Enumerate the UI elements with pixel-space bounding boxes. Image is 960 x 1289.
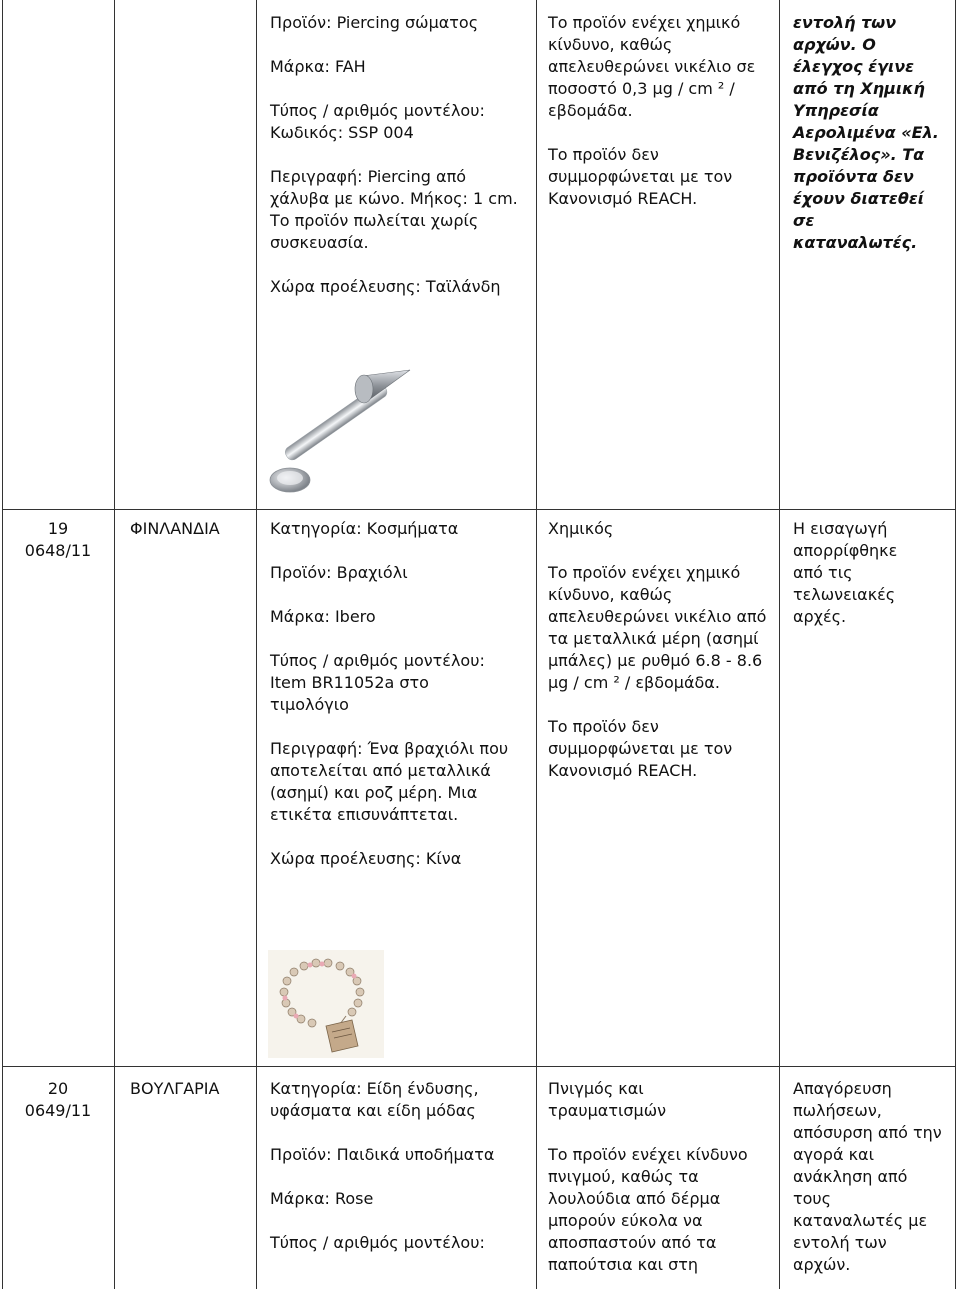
row20-number-cell: [2, 1078, 114, 1122]
row19-model-value: Item BR11052a στο τιμολόγιο: [270, 673, 429, 714]
row20-brand: Μάρκα: Rose: [270, 1189, 374, 1208]
row20-category: Κατηγορία: Είδη ένδυσης, υφάσματα και είδη μόδας: [270, 1079, 479, 1120]
row18-brand: Μάρκα: FAH: [270, 57, 366, 76]
row18-reach-text: Το προϊόν δεν συμμορφώνεται με τον Κανονισμό REACH.: [548, 145, 733, 208]
row20-risk-cell: [548, 1078, 773, 1276]
row20-risk-type: Πνιγμός και τραυματισμών: [548, 1079, 667, 1120]
row18-product-cell: [270, 12, 528, 320]
row19-country: ΦΙΝΛΑΝΔΙΑ: [130, 519, 220, 538]
row19-risk-cell: [548, 518, 773, 804]
row19-number-cell: [2, 518, 114, 562]
row18-measures-cell: [793, 12, 943, 254]
column-divider: [536, 0, 537, 1289]
row18-product-line: Προϊόν: Piercing σώματος: [270, 13, 479, 32]
row18-model-value: Κωδικός: SSP 004: [270, 123, 414, 142]
row18-description: Περιγραφή: Piercing από χάλυβα με κώνο. Μήκος: 1 cm. Το προϊόν πωλείται χωρίς συσκευασία.: [270, 167, 518, 252]
row20-measures-cell: [793, 1078, 943, 1276]
bracelet-image: [268, 950, 384, 1058]
row18-risk-text: Το προϊόν ενέχει χημικό κίνδυνο, καθώς απελευθερώνει νικέλιο σε ποσοστό 0,3 μg / cm ² / εβδομάδα.: [548, 13, 756, 120]
row19-brand: Μάρκα: Ibero: [270, 607, 376, 626]
row19-measures-text: Η εισαγωγή απορρίφθηκε από τις τελωνειακές αρχές.: [793, 519, 898, 626]
row19-category: Κατηγορία: Κοσμήματα: [270, 519, 459, 538]
row20-product-line: Προϊόν: Παιδικά υποδήματα: [270, 1145, 495, 1164]
row19-reach-text: Το προϊόν δεν συμμορφώνεται με τον Κανονισμό REACH.: [548, 717, 733, 780]
row19-product-cell: [270, 518, 528, 892]
column-divider: [114, 0, 115, 1289]
column-divider: [256, 0, 257, 1289]
row19-product-line: Προϊόν: Βραχιόλι: [270, 563, 408, 582]
row20-country-cell: [130, 1078, 255, 1100]
row20-country: ΒΟΥΛΓΑΡΙΑ: [130, 1079, 220, 1098]
row20-risk-text: Το προϊόν ενέχει κίνδυνο πνιγμού, καθώς τα λουλούδια από δέρμα μπορούν εύκολα να αποσπαστούν από τα παπούτσια και στη: [548, 1145, 748, 1274]
row20-number: 20: [47, 1079, 69, 1098]
row19-risk-text: Το προϊόν ενέχει χημικό κίνδυνο, καθώς απελευθερώνει νικέλιο από τα μεταλλικά μέρη (ασημί μπάλες) με ρυθμό 6.8 - 8.6 μg / cm ² / εβδομάδα.: [548, 563, 767, 692]
body-piercing-image: [262, 340, 422, 510]
row19-model-label: Τύπος / αριθμός μοντέλου:: [270, 651, 485, 670]
row18-model-label: Τύπος / αριθμός μοντέλου:: [270, 101, 485, 120]
column-divider: [779, 0, 780, 1289]
row19-risk-type: Χημικός: [548, 519, 614, 538]
row19-measures-cell: [793, 518, 928, 628]
row20-product-cell: [270, 1078, 528, 1254]
row18-origin: Χώρα προέλευσης: Ταϊλάνδη: [270, 277, 501, 296]
row19-origin: Χώρα προέλευσης: Κίνα: [270, 849, 462, 868]
row19-description: Περιγραφή: Ένα βραχιόλι που αποτελείται από μεταλλικά (ασημί) και ροζ μέρη. Μια ετικέτα επισυνάπτεται.: [270, 739, 509, 824]
row18-risk-cell: [548, 12, 773, 232]
row20-measures-text: Απαγόρευση πωλήσεων, απόσυρση από την αγορά και ανάκληση από τους καταναλωτές με εντολή των αρχών.: [793, 1079, 942, 1274]
row20-ref: 0649/11: [24, 1101, 92, 1120]
row-divider: [2, 1066, 956, 1067]
row19-number: 19: [47, 519, 69, 538]
row18-measures-text: εντολή των αρχών. Ο έλεγχος έγινε από τη Χημική Υπηρεσία Αερολιμένα «Ελ. Βενιζέλος». Τα προϊόντα δεν έχουν διατεθεί σε καταναλωτές.: [793, 13, 939, 252]
row19-country-cell: [130, 518, 255, 540]
row20-model-label: Τύπος / αριθμός μοντέλου:: [270, 1233, 485, 1252]
table-border-right: [955, 0, 956, 1289]
row19-ref: 0648/11: [24, 541, 92, 560]
row-divider: [2, 509, 956, 510]
